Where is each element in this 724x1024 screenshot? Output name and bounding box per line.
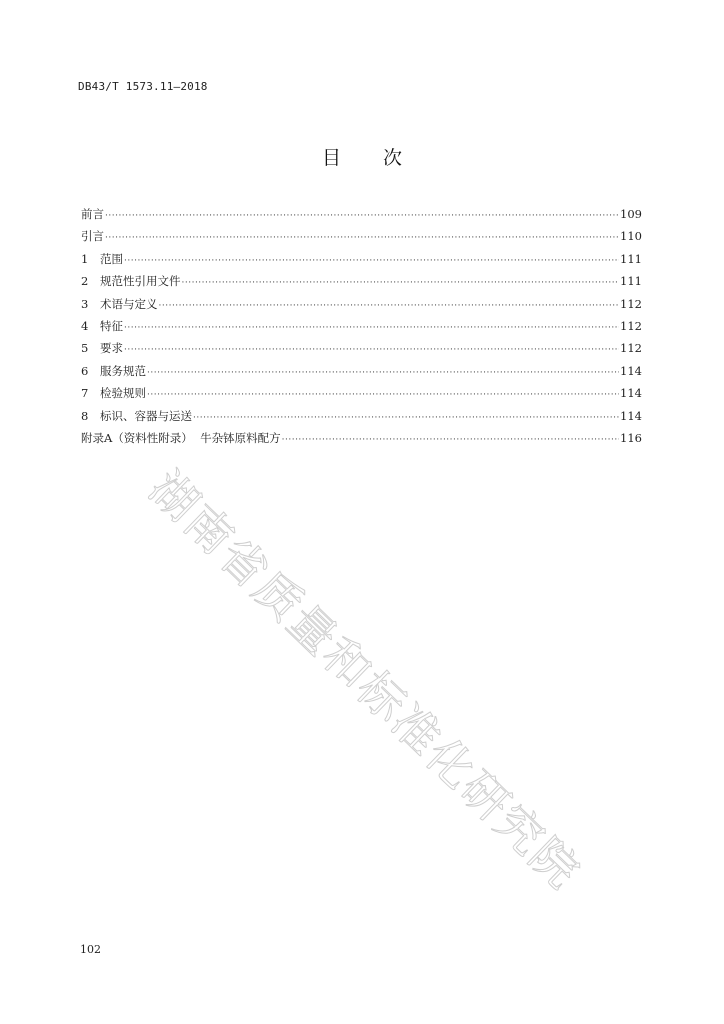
- toc-leader-dots: [124, 254, 619, 268]
- toc-entry-page: 109: [620, 207, 642, 221]
- toc-entry-label: 检验规则: [100, 386, 146, 401]
- toc-entry-label: 术语与定义: [100, 296, 158, 311]
- toc-leader-dots: [193, 411, 619, 425]
- toc-entry-page: 112: [620, 318, 642, 333]
- toc-entry-page: 110: [620, 229, 642, 244]
- title-part-1: 目: [321, 147, 341, 169]
- toc-entry-page: 111: [620, 274, 642, 289]
- watermark: 湖南省质量和标准化研究院: [139, 460, 592, 900]
- toc-entry-number: 2: [81, 274, 89, 289]
- toc-entry-page: 112: [620, 341, 642, 356]
- toc-entry-number: 7: [81, 386, 89, 401]
- toc-entry-service-specification[interactable]: [81, 364, 642, 386]
- toc-entry-label: 要求: [100, 341, 123, 356]
- page-title: [0, 143, 724, 170]
- toc-entry-foreword[interactable]: [81, 207, 642, 229]
- toc-entry-page: 116: [620, 430, 642, 445]
- toc-entry-number: 5: [81, 341, 89, 356]
- toc-leader-dots: [105, 209, 619, 223]
- toc-entry-number: 3: [81, 296, 89, 311]
- toc-entry-inspection-rules[interactable]: [81, 386, 642, 408]
- toc-entry-label: 标识、容器与运送: [100, 408, 192, 423]
- toc-leader-dots: [105, 231, 619, 245]
- toc-entry-labeling-containers-transport[interactable]: [81, 409, 642, 431]
- toc-entry-appendix-a[interactable]: [81, 431, 642, 453]
- toc-entry-page: 112: [620, 296, 642, 311]
- toc-entry-label: 引言: [81, 229, 104, 244]
- toc-entry-page: 114: [620, 408, 642, 423]
- toc-entry-label: 范围: [100, 251, 123, 266]
- toc-leader-dots: [182, 276, 620, 290]
- toc-entry-scope[interactable]: [81, 252, 642, 274]
- toc-entry-characteristics[interactable]: [81, 319, 642, 341]
- toc-entry-page: 114: [620, 363, 642, 378]
- toc-entry-label: 附录A（资料性附录） 牛杂钵原料配方: [81, 430, 281, 445]
- toc-entry-normative-references[interactable]: [81, 274, 642, 296]
- toc-entry-page: 111: [620, 251, 642, 266]
- toc-leader-dots: [124, 343, 619, 357]
- toc-leader-dots: [159, 299, 620, 313]
- toc-entry-introduction[interactable]: [81, 229, 642, 251]
- table-of-contents: [81, 207, 642, 453]
- toc-leader-dots: [147, 366, 619, 380]
- toc-entry-label: 服务规范: [100, 363, 146, 378]
- standard-code: DB43/T 1573.11—2018: [78, 80, 208, 93]
- toc-entry-requirements[interactable]: [81, 341, 642, 363]
- title-part-2: 次: [383, 147, 403, 169]
- toc-entry-label: 前言: [81, 207, 104, 221]
- page-number: 102: [80, 943, 101, 956]
- toc-entry-label: 特征: [100, 318, 123, 333]
- toc-leader-dots: [147, 388, 619, 402]
- toc-entry-number: 1: [81, 251, 89, 266]
- toc-entry-label: 规范性引用文件: [100, 274, 181, 289]
- toc-entry-number: 4: [81, 318, 89, 333]
- toc-entry-number: 8: [81, 408, 89, 423]
- toc-entry-terms-definitions[interactable]: [81, 297, 642, 319]
- toc-leader-dots: [124, 321, 619, 335]
- toc-entry-number: 6: [81, 363, 89, 378]
- toc-leader-dots: [282, 433, 619, 447]
- toc-entry-page: 114: [620, 386, 642, 401]
